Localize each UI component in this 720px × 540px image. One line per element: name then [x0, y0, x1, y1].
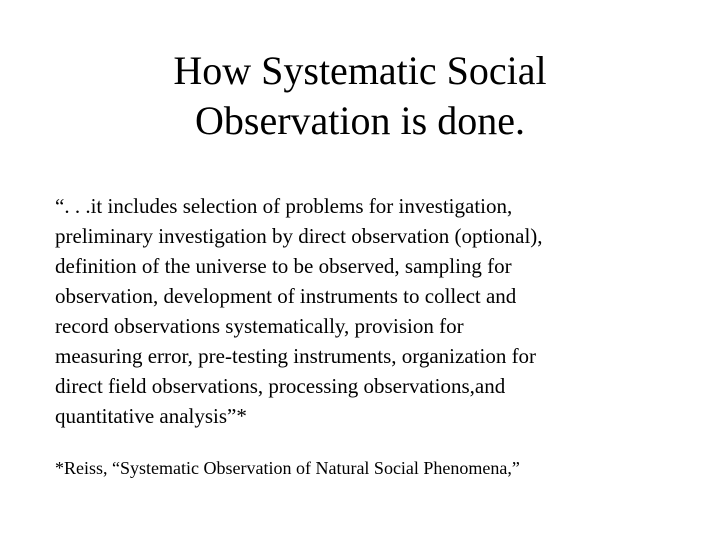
slide-title-line: Observation is done. [195, 98, 525, 143]
quote-line: measuring error, pre-testing instruments, organization for [55, 344, 537, 368]
slide-body [55, 191, 665, 431]
quote-line: quantitative analysis”* [55, 404, 247, 428]
slide-title-line: How Systematic Social [173, 48, 547, 93]
quote-line: observation, development of instruments to collect and [55, 284, 517, 308]
slide-title [60, 46, 660, 146]
quote-line: preliminary investigation by direct observation (optional), [55, 224, 543, 248]
citation: *Reiss, “Systematic Observation of Natural Social Phenomena,” [55, 458, 520, 478]
quote-paragraph [55, 191, 665, 431]
quote-line: definition of the universe to be observed, sampling for [55, 254, 512, 278]
quote-line: “. . .it includes selection of problems for investigation, [55, 194, 513, 218]
quote-line: direct field observations, processing observations,and [55, 374, 506, 398]
quote-line: record observations systematically, provision for [55, 314, 464, 338]
